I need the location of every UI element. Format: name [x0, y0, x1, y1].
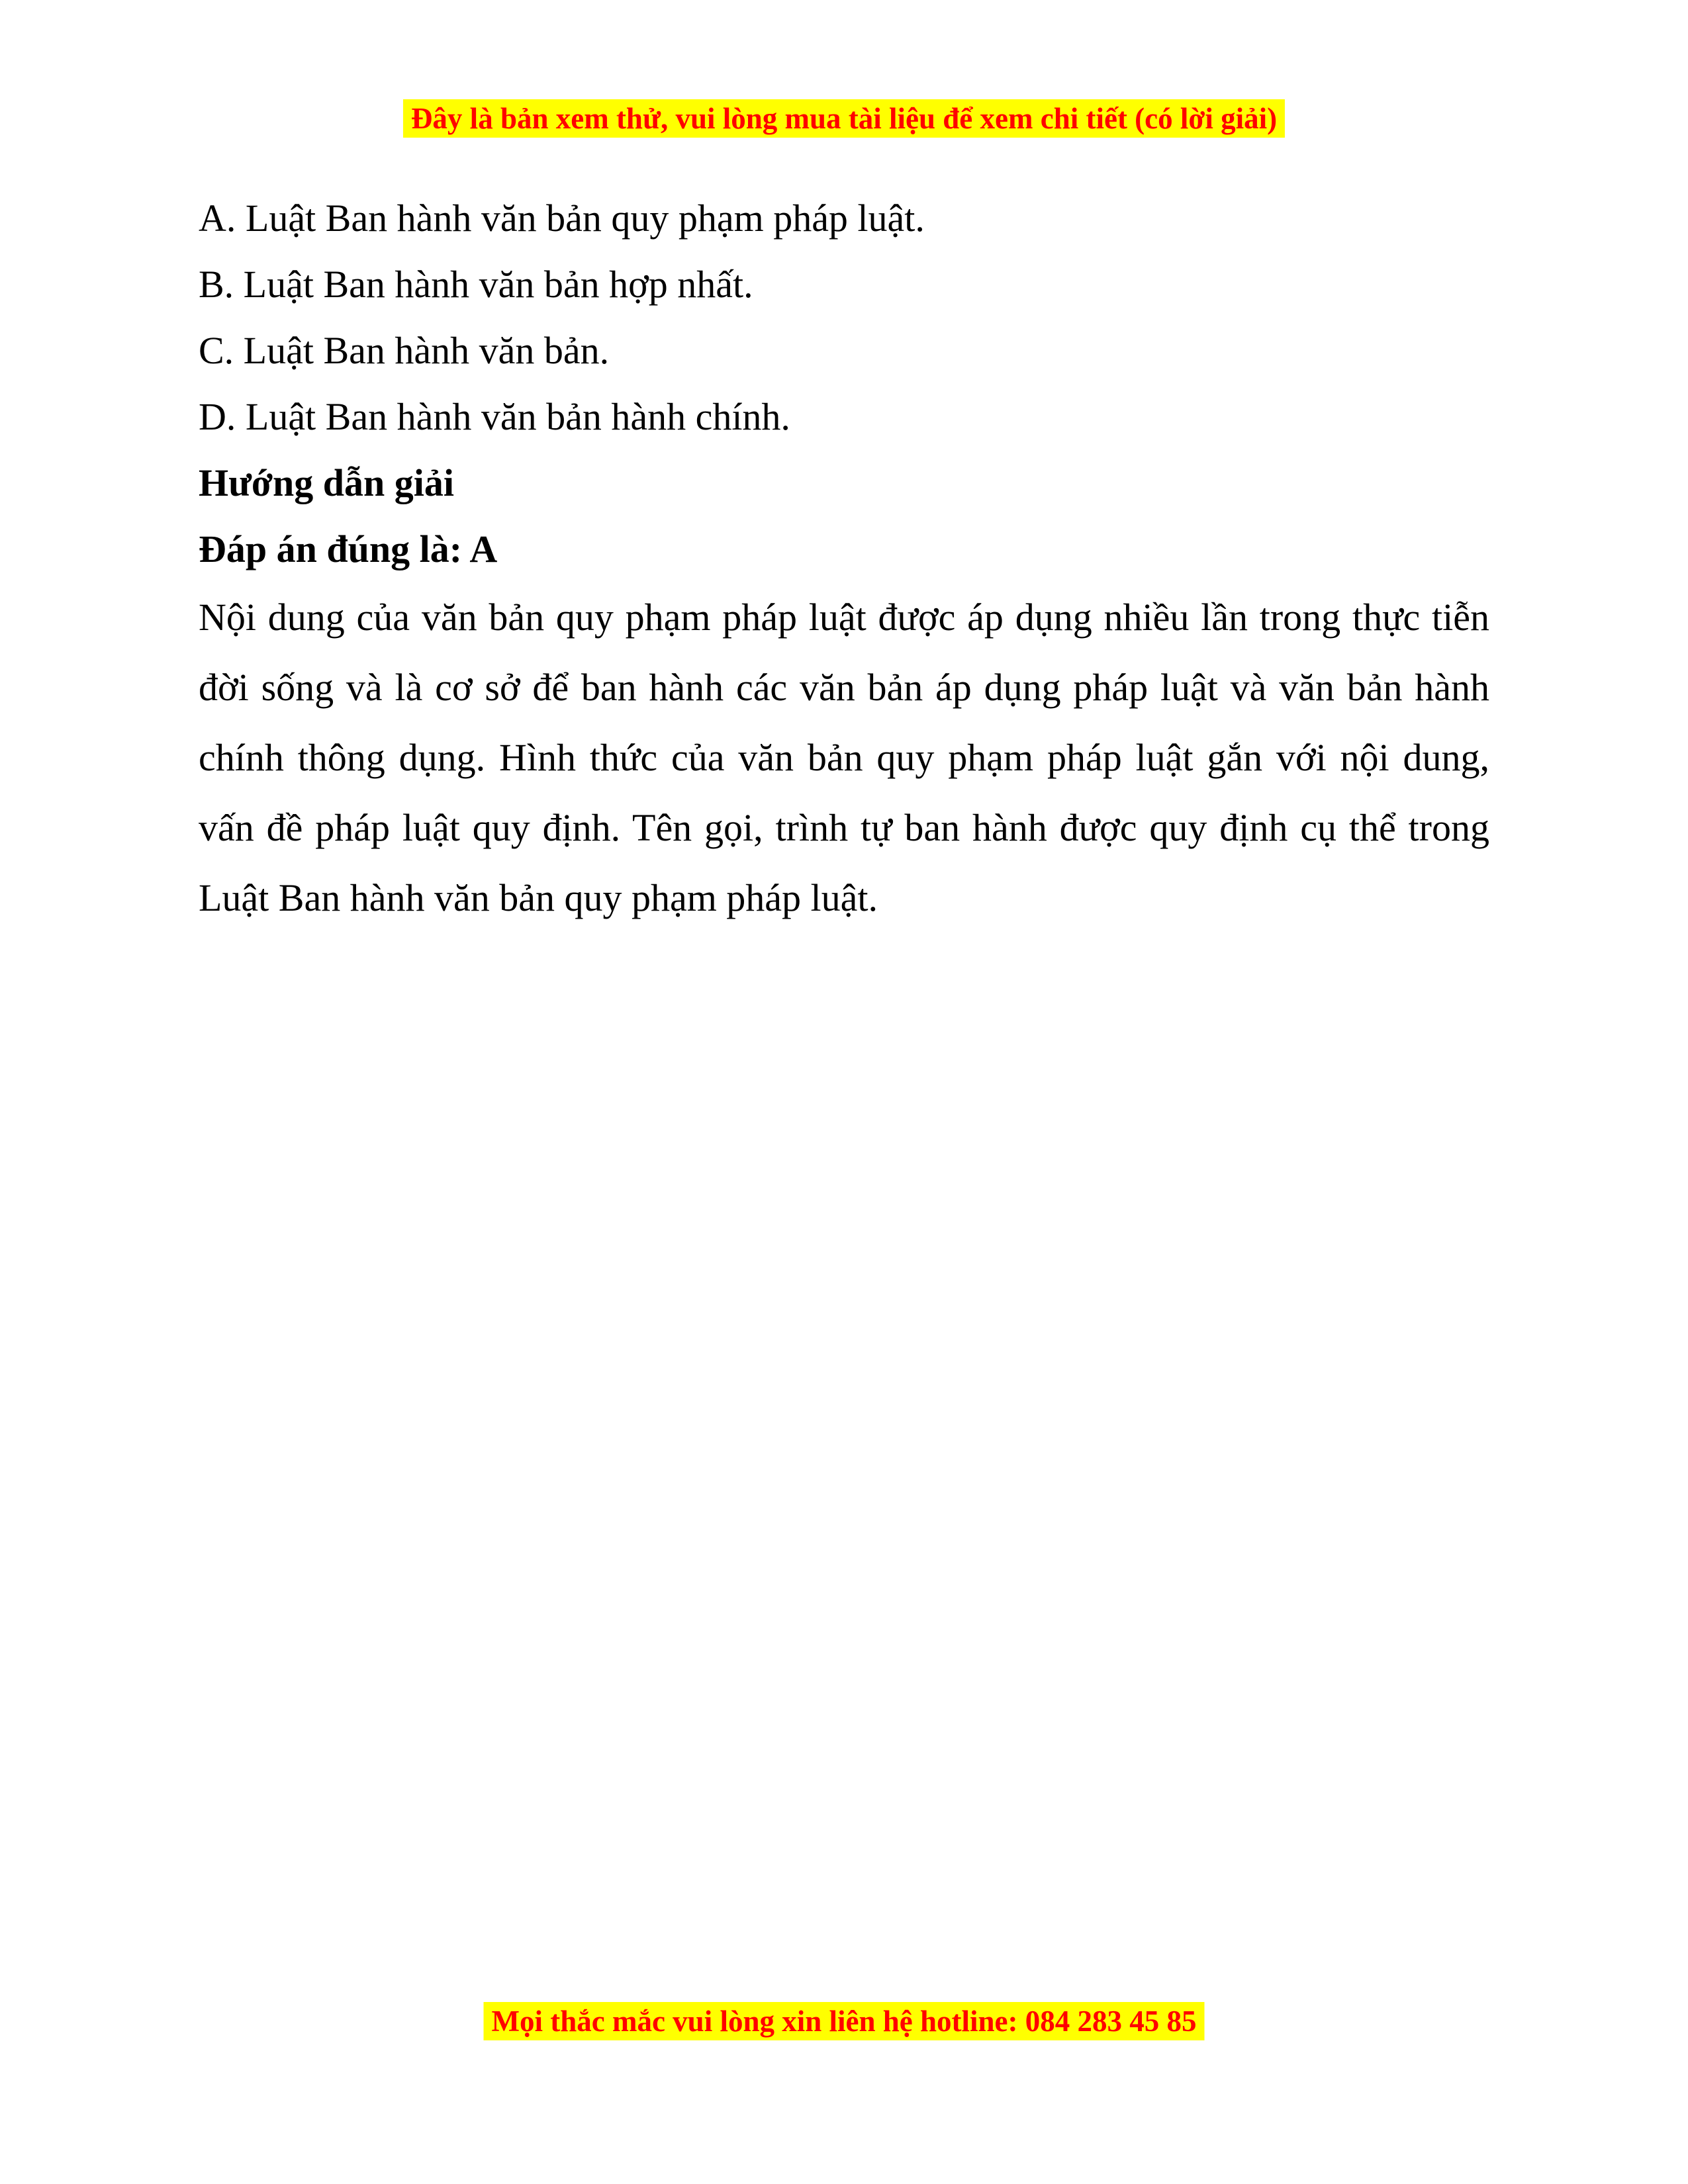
hotline-banner: [483, 2002, 1204, 2040]
solution-heading: Hướng dẫn giải: [199, 461, 455, 504]
correct-answer-line: Đáp án đúng là: A: [199, 527, 498, 570]
solution-explanation: Nội dung của văn bản quy phạm pháp luật được áp dụng nhiều lần trong thực tiễn đời sống và là cơ sở để ban hành các văn bản áp dụng pháp luật và văn bản hành chính thông dụng. Hình thức của văn bản quy phạm pháp luật gắn với nội dung, vấn đề pháp luật quy định. Tên gọi, trình tự ban hành được quy định cụ thể trong Luật Ban hành văn bản quy phạm pháp luật.: [199, 596, 1489, 919]
hotline-text: Mọi thắc mắc vui lòng xin liên hệ hotline: 084 283 45 85: [491, 2005, 1197, 2038]
answer-option-c: C. Luật Ban hành văn bản.: [199, 329, 610, 372]
answer-option-b: B. Luật Ban hành văn bản hợp nhất.: [199, 263, 753, 306]
preview-notice-banner: [403, 99, 1285, 138]
preview-notice-text: Đây là bản xem thử, vui lòng mua tài liệu để xem chi tiết (có lời giải): [410, 102, 1278, 135]
answer-option-d: D. Luật Ban hành văn bản hành chính.: [199, 395, 790, 438]
document-body: [199, 185, 1489, 933]
answer-option-a: A. Luật Ban hành văn bản quy phạm pháp luật.: [199, 197, 925, 240]
